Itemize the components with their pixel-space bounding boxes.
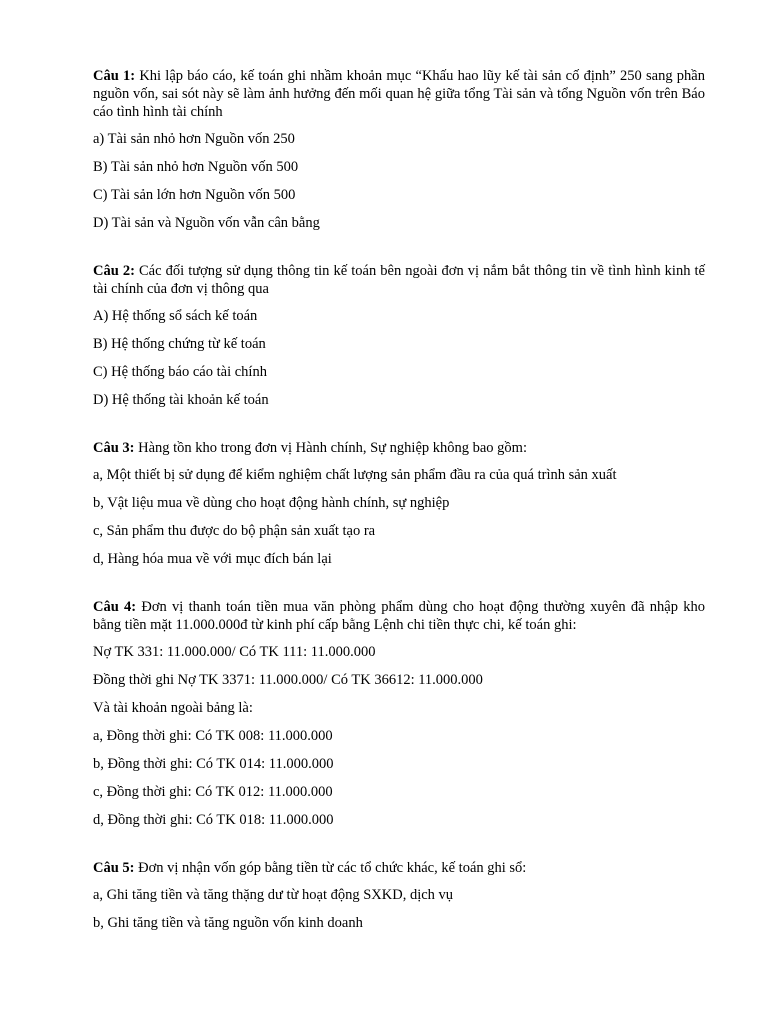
question-1-option-c: C) Tài sản lớn hơn Nguồn vốn 500 (93, 187, 296, 203)
question-5-stem (93, 859, 705, 877)
question-4-text: Đơn vị thanh toán tiền mua văn phòng phẩm dùng cho hoạt động thường xuyên đã nhập kho bằng tiền mặt 11.000.000đ từ kinh phí cấp bằng Lệnh chi tiền thực chi, kế toán ghi: (93, 599, 705, 633)
question-3-option-a: a, Một thiết bị sử dụng để kiểm nghiệm chất lượng sản phẩm đầu ra của quá trình sản xuất (93, 467, 617, 483)
question-3-label: Câu 3: (93, 440, 135, 456)
question-2 (93, 262, 705, 410)
question-2-stem (93, 262, 705, 298)
question-3-option-b: b, Vật liệu mua về dùng cho hoạt động hành chính, sự nghiệp (93, 495, 450, 511)
question-4-entry-2: Đồng thời ghi Nợ TK 3371: 11.000.000/ Có TK 36612: 11.000.000 (93, 672, 483, 688)
question-3-text: Hàng tồn kho trong đơn vị Hành chính, Sự nghiệp không bao gồm: (134, 440, 527, 456)
document-page (93, 67, 705, 962)
question-5 (93, 859, 705, 933)
question-3-stem (93, 439, 705, 457)
question-1-stem (93, 67, 705, 121)
question-2-option-c: C) Hệ thống báo cáo tài chính (93, 364, 267, 380)
question-4-option-c: c, Đồng thời ghi: Có TK 012: 11.000.000 (93, 784, 333, 800)
question-2-option-b: B) Hệ thống chứng từ kế toán (93, 336, 266, 352)
question-1-option-d: D) Tài sản và Nguồn vốn vẫn cân bằng (93, 215, 320, 231)
question-4-entry-1: Nợ TK 331: 11.000.000/ Có TK 111: 11.000.000 (93, 644, 376, 660)
question-4-prompt: Và tài khoản ngoài bảng là: (93, 700, 253, 716)
question-1-text: Khi lập báo cáo, kế toán ghi nhầm khoản mục “Khấu hao lũy kế tài sản cố định” 250 sang phần nguồn vốn, sai sót này sẽ làm ảnh hưởng đến mối quan hệ giữa tổng Tài sản và tổng Nguồn vốn trên Báo cáo tình hình tài chính (93, 68, 705, 120)
question-5-text: Đơn vị nhận vốn góp bằng tiền từ các tổ chức khác, kế toán ghi sổ: (134, 860, 527, 876)
question-3-option-d: d, Hàng hóa mua về với mục đích bán lại (93, 551, 332, 567)
question-4-option-d: d, Đồng thời ghi: Có TK 018: 11.000.000 (93, 812, 334, 828)
question-1-option-b: B) Tài sản nhỏ hơn Nguồn vốn 500 (93, 159, 299, 175)
question-2-label: Câu 2: (93, 263, 135, 279)
question-4-stem (93, 598, 705, 634)
question-5-label: Câu 5: (93, 860, 135, 876)
question-3 (93, 439, 705, 569)
question-1-label: Câu 1: (93, 68, 136, 84)
question-2-text: Các đối tượng sử dụng thông tin kế toán bên ngoài đơn vị nắm bắt thông tin về tình hình kinh tế tài chính của đơn vị thông qua (93, 263, 705, 297)
question-5-option-a: a, Ghi tăng tiền và tăng thặng dư từ hoạt động SXKD, dịch vụ (93, 887, 454, 903)
question-2-option-d: D) Hệ thống tài khoản kế toán (93, 392, 269, 408)
question-4-label: Câu 4: (93, 599, 137, 615)
question-4-option-b: b, Đồng thời ghi: Có TK 014: 11.000.000 (93, 756, 334, 772)
question-1 (93, 67, 705, 233)
question-5-option-b: b, Ghi tăng tiền và tăng nguồn vốn kinh doanh (93, 915, 363, 931)
question-4 (93, 598, 705, 830)
question-4-option-a: a, Đồng thời ghi: Có TK 008: 11.000.000 (93, 728, 333, 744)
question-2-option-a: A) Hệ thống sổ sách kế toán (93, 308, 258, 324)
question-3-option-c: c, Sản phẩm thu được do bộ phận sản xuất tạo ra (93, 523, 376, 539)
question-1-option-a: a) Tài sản nhỏ hơn Nguồn vốn 250 (93, 131, 295, 147)
